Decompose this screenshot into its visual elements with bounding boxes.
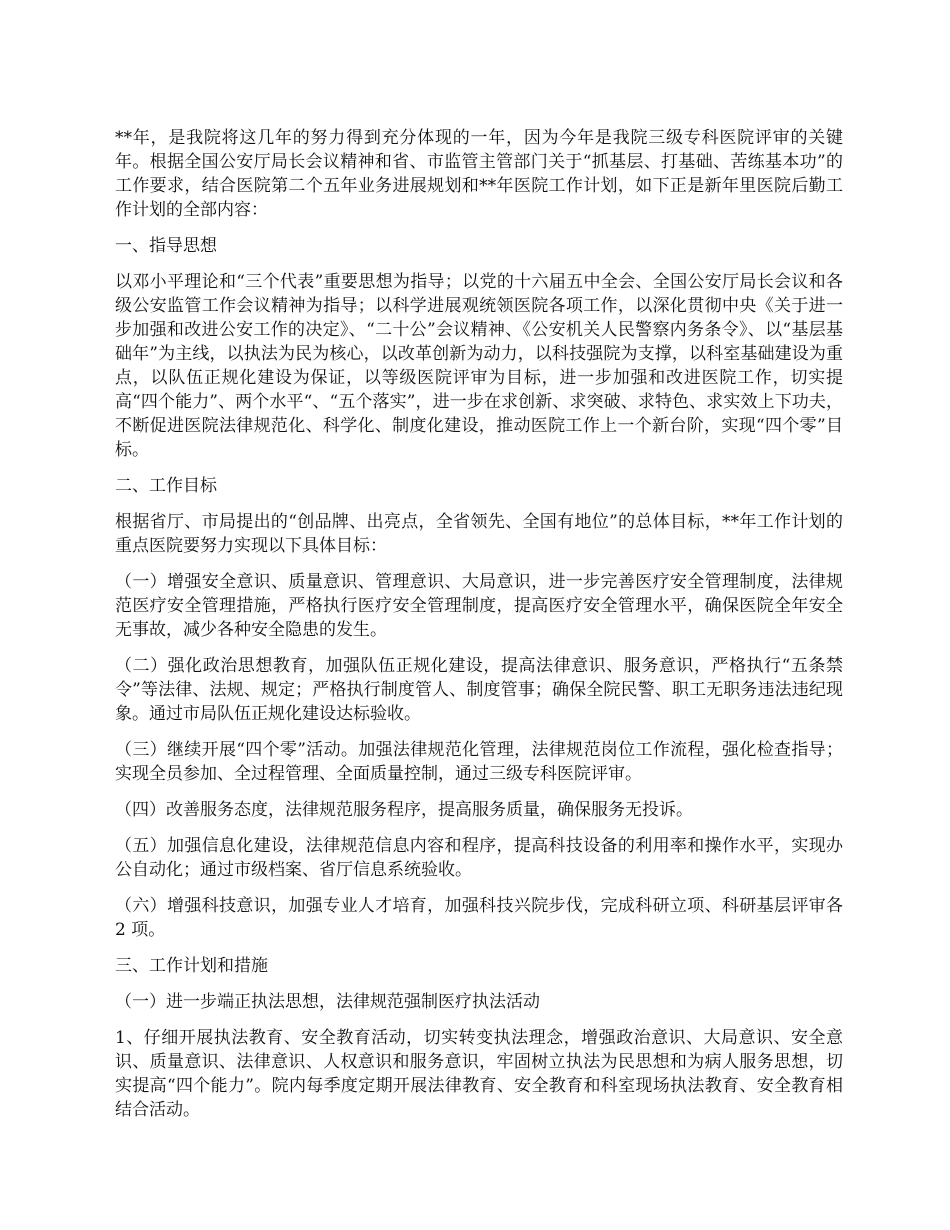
section-heading-plans-measures: 三、工作计划和措施 xyxy=(115,956,268,976)
goal-item-5: （五）加强信息化建设，法律规范信息内容和程序，提高科技设备的利用率和操作水平，实现办公自动化；通过市级档案、省厅信息系统验收。 xyxy=(115,836,843,880)
document-page xyxy=(115,126,843,1134)
measure-item-1: 1、仔细开展执法教育、安全教育活动，切实转变执法理念，增强政治意识、大局意识、安全意识、质量意识、法律意识、人权意识和服务意识，牢固树立执法为民思想和为病人服务思想，切实提高“四个能力”。院内每季度定期开展法律教育、安全教育和科室现场执法教育、安全教育相结合活动。 xyxy=(115,1028,843,1120)
intro-paragraph: **年，是我院将这几年的努力得到充分体现的一年，因为今年是我院三级专科医院评审的关键年。根据全国公安厅局长会议精神和省、市监管主管部门关于“抓基层、打基础、苦练基本功”的工作要求，结合医院第二个五年业务进展规划和**年医院工作计划，如下正是新年里医院后勤工作计划的全部内容： xyxy=(115,128,843,220)
section-heading-guiding-thought: 一、指导思想 xyxy=(115,236,217,256)
section-heading-work-goals: 二、工作目标 xyxy=(115,476,217,496)
subsection-heading-1: （一）进一步端正执法思想，法律规范强制医疗执法活动 xyxy=(115,992,540,1012)
goal-item-6: （六）增强科技意识，加强专业人才培育，加强科技兴院步伐，完成科研立项、科研基层评审各 2 项。 xyxy=(115,896,843,940)
goal-item-2: （二）强化政治思想教育，加强队伍正规化建设，提高法律意识、服务意识，严格执行“五条禁令”等法律、法规、规定；严格执行制度管人、制度管事；确保全院民警、职工无职务违法违纪现象。通过市局队伍正规化建设达标验收。 xyxy=(115,656,843,724)
guiding-thought-paragraph: 以邓小平理论和“三个代表”重要思想为指导；以党的十六届五中全会、全国公安厅局长会议和各级公安监管工作会议精神为指导；以科学进展观统领医院各项工作，以深化贯彻中央《关于进一步加强和改进公安工作的决定》、“二十公”会议精神、《公安机关人民警察内务条令》、以“基层基础年”为主线，以执法为民为核心，以改革创新为动力，以科技强院为支撑，以科室基础建设为重点，以队伍正规化建设为保证，以等级医院评审为目标，进一步加强和改进医院工作，切实提高“四个能力”、两个水平“、“五个落实”，进一步在求创新、求突破、求特色、求实效上下功夫，不断促进医院法律规范化、科学化、制度化建设，推动医院工作上一个新台阶，实现“四个零”目标。 xyxy=(115,272,843,460)
goal-item-3: （三）继续开展“四个零”活动。加强法律规范化管理，法律规范岗位工作流程，强化检查指导；实现全员参加、全过程管理、全面质量控制，通过三级专科医院评审。 xyxy=(115,740,843,784)
work-goals-intro-paragraph: 根据省厅、市局提出的“创品牌、出亮点，全省领先、全国有地位”的总体目标，**年工作计划的重点医院要努力实现以下具体目标： xyxy=(115,512,843,556)
goal-item-1: （一）增强安全意识、质量意识、管理意识、大局意识，进一步完善医疗安全管理制度，法律规范医疗安全管理措施，严格执行医疗安全管理制度，提高医疗安全管理水平，确保医院全年安全无事故，减少各种安全隐患的发生。 xyxy=(115,572,843,640)
goal-item-4: （四）改善服务态度，法律规范服务程序，提高服务质量，确保服务无投诉。 xyxy=(115,800,693,820)
